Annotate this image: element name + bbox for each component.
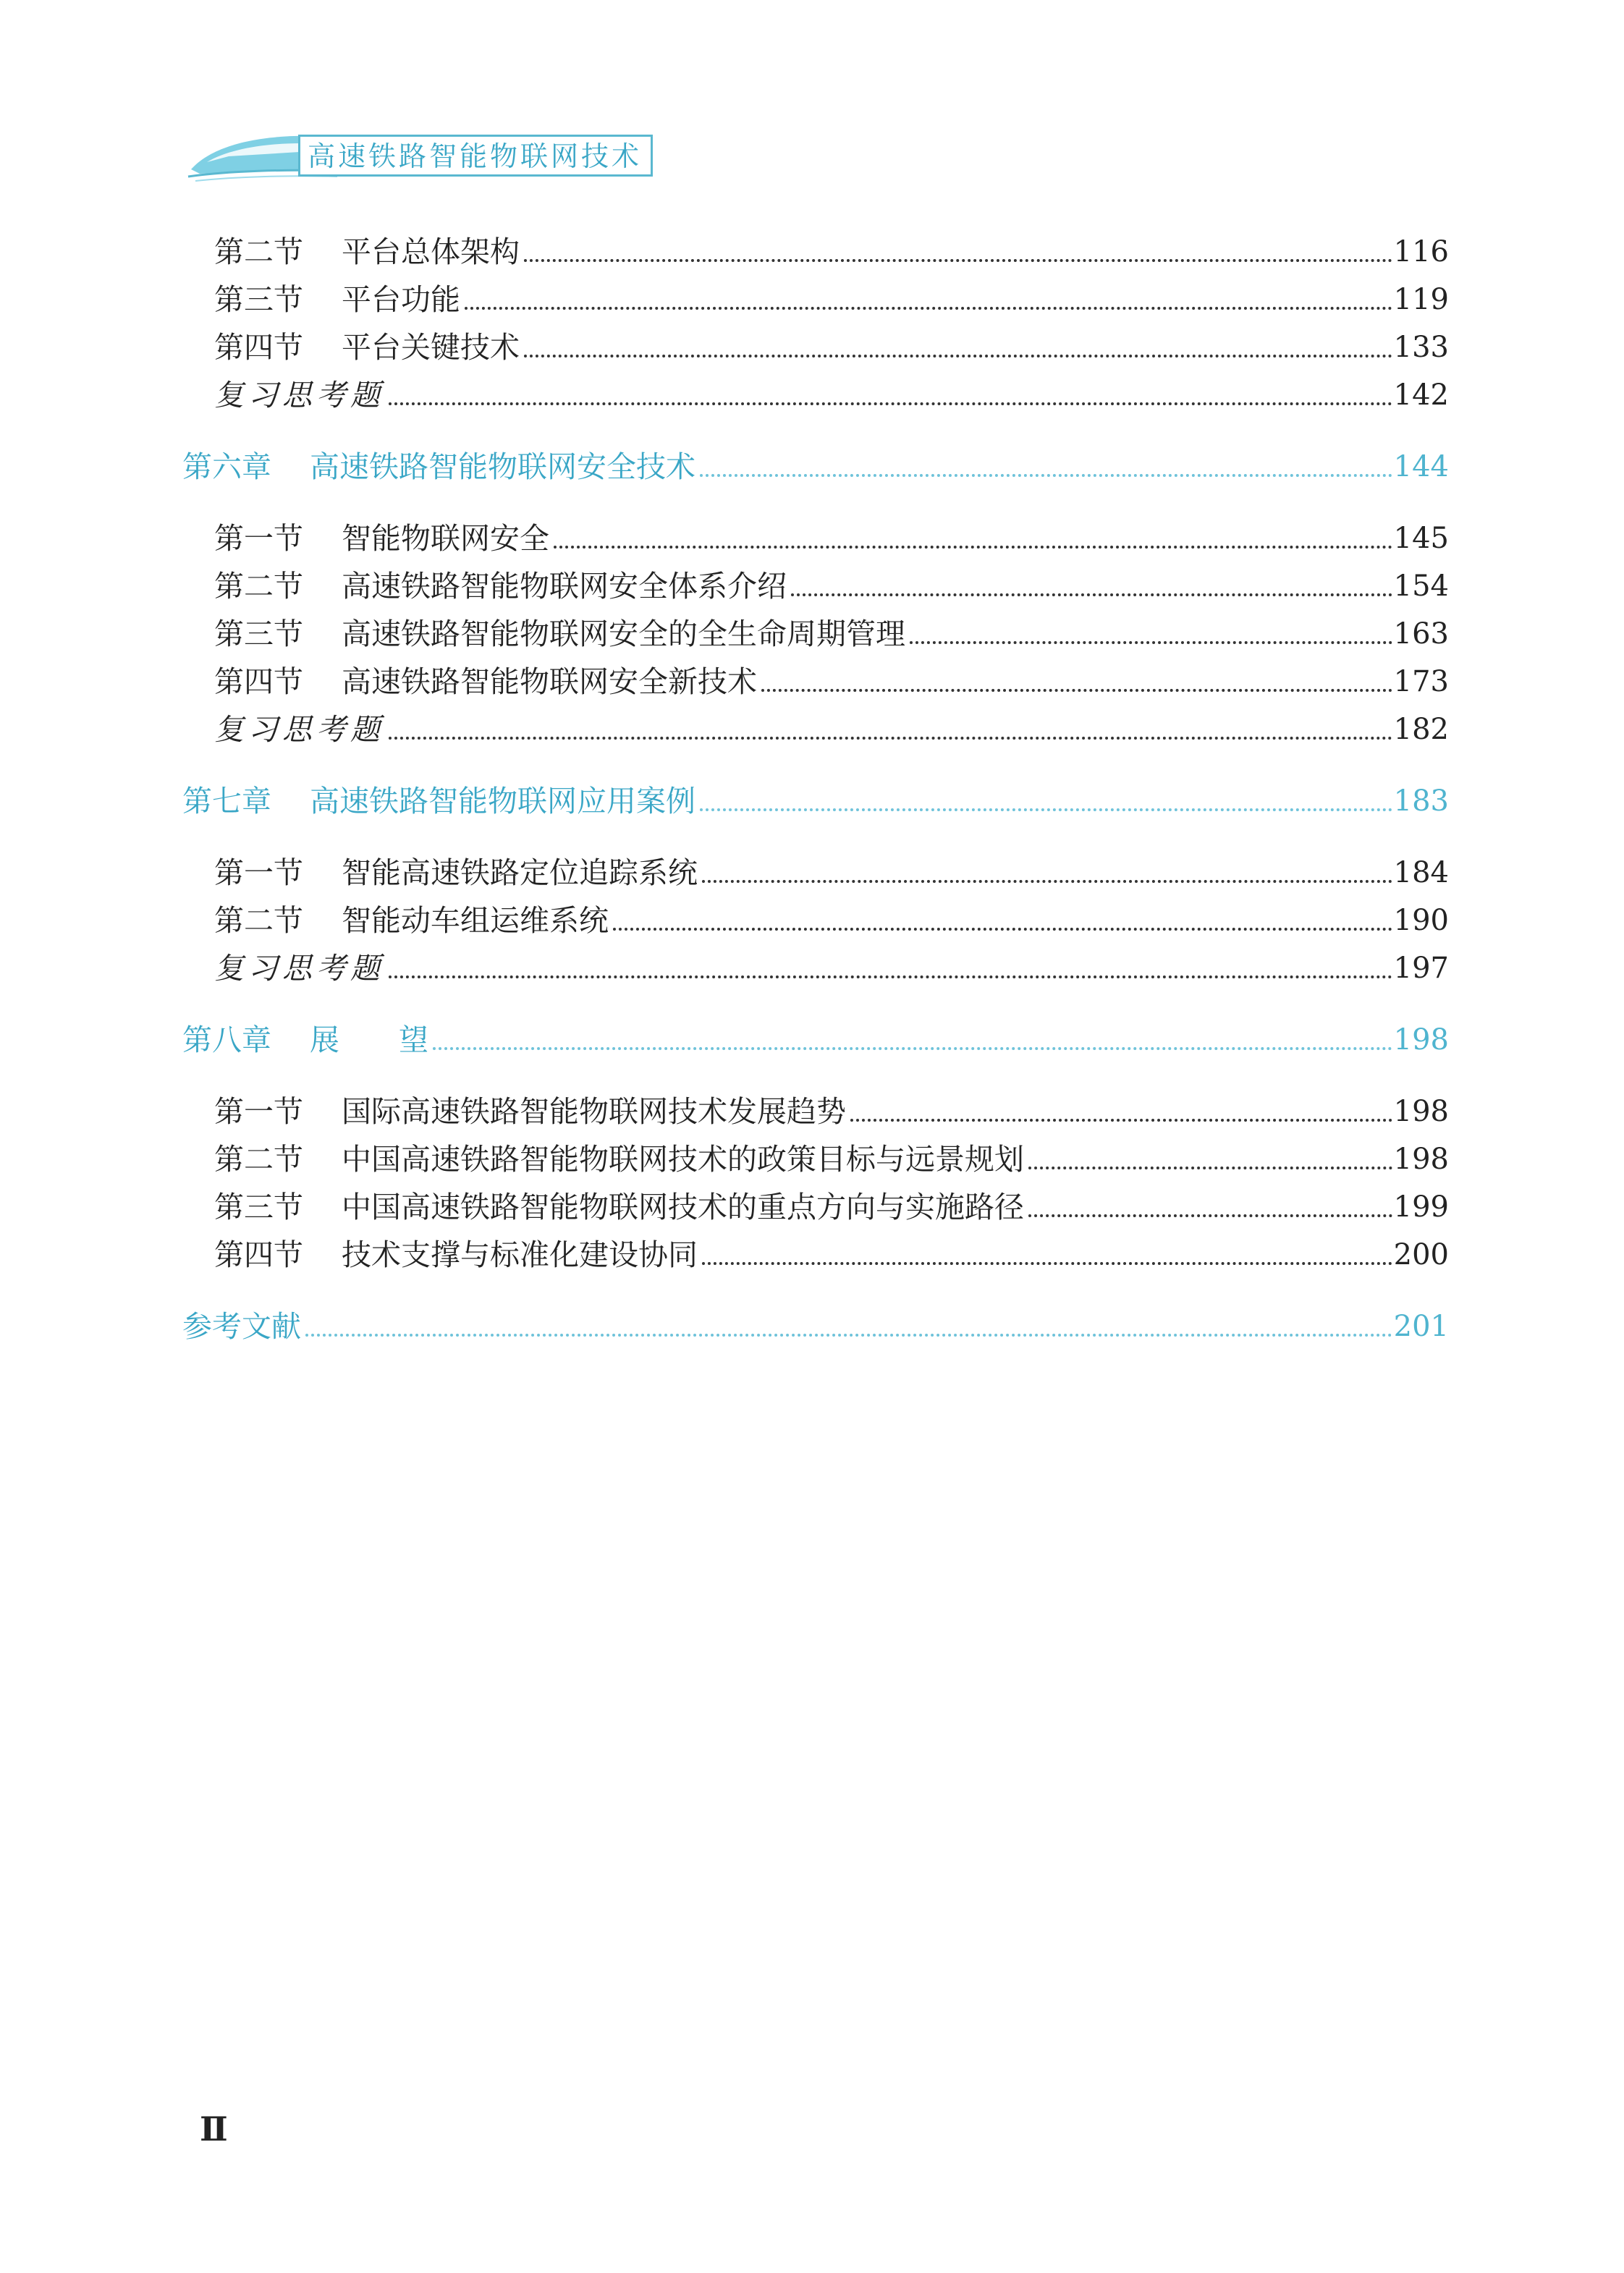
toc-entry-label	[182, 1306, 304, 1347]
toc-entry-number: 第三节	[214, 617, 303, 651]
toc-dot-leader	[1028, 1214, 1392, 1217]
toc-entry-label	[214, 518, 552, 559]
toc-page-number: 200	[1393, 1238, 1449, 1271]
toc-section-row[interactable]	[0, 518, 1624, 559]
toc-entry-title: 高速铁路智能物联网安全新技术	[342, 664, 757, 699]
toc-page-number: 145	[1393, 522, 1449, 555]
toc-page-number: 199	[1393, 1190, 1449, 1224]
toc-page-number: 173	[1393, 665, 1449, 698]
toc-entry-label	[214, 614, 908, 654]
toc-entry-title: 国际高速铁路智能物联网技术发展趋势	[342, 1094, 846, 1129]
toc-dot-leader	[389, 737, 1392, 740]
toc-dot-leader	[700, 474, 1392, 477]
toc-page-number: 163	[1393, 617, 1449, 651]
toc-entry-title: 复习思考题	[214, 378, 384, 412]
toc-dot-leader	[524, 355, 1392, 357]
toc-entry-label	[214, 375, 387, 415]
toc-dot-leader	[554, 546, 1392, 549]
toc-entry-number: 第四节	[214, 1237, 303, 1272]
toc-dot-leader	[761, 689, 1392, 692]
toc-entry-number: 第二节	[214, 903, 303, 938]
toc-entry-title: 中国高速铁路智能物联网技术的政策目标与远景规划	[342, 1142, 1024, 1177]
toc-entry-label	[182, 446, 698, 487]
toc-dot-leader	[700, 808, 1392, 811]
toc-entry-number: 第八章	[182, 1023, 271, 1057]
toc-entry-number: 第六章	[182, 449, 271, 484]
toc-dot-leader	[305, 1334, 1392, 1337]
toc-entry-label	[214, 661, 760, 702]
toc-entry-label	[214, 948, 387, 989]
toc-entry-title: 中国高速铁路智能物联网技术的重点方向与实施路径	[342, 1190, 1024, 1224]
toc-entry-label	[214, 232, 523, 272]
toc-entry-title: 技术支撑与标准化建设协同	[342, 1237, 698, 1272]
toc-entry-title: 高速铁路智能物联网安全技术	[310, 449, 695, 484]
toc-entry-label	[182, 1020, 431, 1060]
toc-chapter-row[interactable]	[0, 1306, 1624, 1347]
toc-entry-number: 第二节	[214, 1142, 303, 1177]
toc-page-number: 183	[1393, 784, 1449, 818]
toc-page-number: 119	[1393, 283, 1449, 316]
toc-dot-leader	[524, 259, 1392, 262]
toc-page-number: 198	[1393, 1143, 1449, 1176]
toc-entry-title: 高速铁路智能物联网安全体系介绍	[342, 569, 787, 604]
toc-chapter-row[interactable]	[0, 781, 1624, 821]
toc-chapter-row[interactable]	[0, 446, 1624, 487]
toc-entry-number: 第四节	[214, 664, 303, 699]
toc-entry-label	[182, 781, 698, 821]
toc-entry-label	[214, 566, 790, 606]
toc-section-row[interactable]	[0, 1091, 1624, 1132]
toc-dot-leader	[465, 307, 1392, 310]
toc-chapter-row[interactable]	[0, 1020, 1624, 1060]
toc-dot-leader	[702, 1262, 1392, 1265]
toc-dot-leader	[850, 1119, 1392, 1122]
toc-section-row[interactable]	[0, 566, 1624, 606]
toc-entry-number: 第三节	[214, 282, 303, 317]
toc-entry-label	[214, 852, 701, 893]
toc-entry-title: 复习思考题	[214, 712, 384, 747]
toc-entry-number: 第一节	[214, 1094, 303, 1129]
toc-entry-number: 第二节	[214, 234, 303, 269]
toc-entry-label	[214, 1235, 701, 1275]
toc-entry-title: 平台关键技术	[342, 330, 520, 365]
toc-entry-title: 智能高速铁路定位追踪系统	[342, 855, 698, 890]
toc-entry-title: 高速铁路智能物联网安全的全生命周期管理	[342, 617, 905, 651]
toc-section-row[interactable]	[0, 661, 1624, 702]
toc-dot-leader	[910, 641, 1392, 644]
toc-review-row[interactable]	[0, 709, 1624, 750]
toc-page-number: 197	[1393, 952, 1449, 985]
toc-dot-leader	[433, 1047, 1392, 1050]
toc-entry-title: 智能物联网安全	[342, 521, 549, 556]
toc-entry-label	[214, 1139, 1027, 1180]
toc-page-number: 142	[1393, 378, 1449, 412]
toc-review-row[interactable]	[0, 948, 1624, 989]
toc-entry-number: 第一节	[214, 855, 303, 890]
toc-entry-label	[214, 327, 523, 368]
toc-entry-label	[214, 1187, 1027, 1227]
toc-entry-title: 智能动车组运维系统	[342, 903, 609, 938]
toc-page-number: 144	[1393, 450, 1449, 483]
page-number: Ⅱ	[200, 2109, 228, 2149]
toc-section-row[interactable]	[0, 327, 1624, 368]
toc-page-number: 198	[1393, 1095, 1449, 1128]
toc-page-number: 201	[1393, 1310, 1449, 1343]
toc-entry-title: 平台总体架构	[342, 234, 520, 269]
toc-page-number: 116	[1393, 235, 1449, 268]
toc-entry-label	[214, 900, 612, 941]
toc-entry-number: 第二节	[214, 569, 303, 604]
toc-entry-title: 高速铁路智能物联网应用案例	[310, 784, 695, 818]
toc-dot-leader	[791, 593, 1392, 596]
toc-page-number: 133	[1393, 331, 1449, 364]
toc-entry-title: 参考文献	[182, 1309, 301, 1344]
toc-entry-title: 复习思考题	[214, 951, 384, 986]
toc-dot-leader	[613, 928, 1392, 931]
toc-entry-number: 第一节	[214, 521, 303, 556]
header-title: 高速铁路智能物联网技术	[308, 140, 643, 172]
toc-section-row[interactable]	[0, 1235, 1624, 1275]
toc-page-number: 184	[1393, 856, 1449, 889]
toc-entry-label	[214, 709, 387, 750]
toc-dot-leader	[389, 975, 1392, 978]
toc-dot-leader	[702, 880, 1392, 883]
toc-entry-number: 第三节	[214, 1190, 303, 1224]
toc-page-number: 198	[1393, 1023, 1449, 1057]
toc-page-number: 190	[1393, 904, 1449, 937]
toc-section-row[interactable]	[0, 900, 1624, 941]
toc-section-row[interactable]	[0, 614, 1624, 654]
toc-entry-title: 展 望	[310, 1023, 428, 1057]
toc-entry-number: 第四节	[214, 330, 303, 365]
toc-dot-leader	[389, 402, 1392, 405]
toc-section-row[interactable]	[0, 852, 1624, 893]
toc-review-row[interactable]	[0, 375, 1624, 415]
toc-section-row[interactable]	[0, 1187, 1624, 1227]
toc-entry-label	[214, 279, 463, 320]
toc-page-number: 182	[1393, 713, 1449, 746]
toc-entry-label	[214, 1091, 849, 1132]
toc-entry-number: 第七章	[182, 784, 271, 818]
toc-section-row[interactable]	[0, 232, 1624, 272]
toc-section-row[interactable]	[0, 279, 1624, 320]
toc-dot-leader	[1028, 1167, 1392, 1169]
toc-entry-title: 平台功能	[342, 282, 460, 317]
toc-section-row[interactable]	[0, 1139, 1624, 1180]
toc-page-number: 154	[1393, 570, 1449, 603]
